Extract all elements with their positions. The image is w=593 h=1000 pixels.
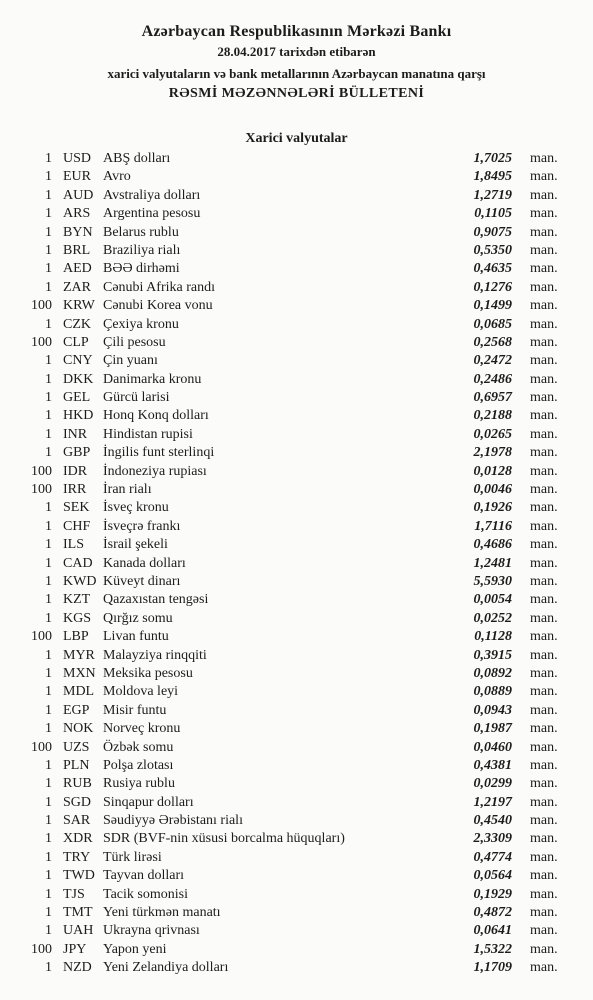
quantity: 1: [45, 960, 52, 976]
currency-name: İsveç kronu: [103, 500, 169, 516]
currency-code: GEL: [63, 390, 91, 406]
unit-label: man.: [530, 629, 558, 645]
rate-row-cny: [0, 352, 593, 370]
rate-row-eur: [0, 168, 593, 186]
exchange-rate: 0,1987: [473, 721, 512, 737]
currency-code: MXN: [63, 665, 96, 681]
currency-name: Braziliya rialı: [103, 242, 181, 258]
rate-row-inr: [0, 426, 593, 444]
rate-row-lbp: [0, 628, 593, 646]
currency-name: Danimarka kronu: [103, 371, 202, 387]
quantity: 1: [45, 794, 52, 810]
rate-row-aud: [0, 187, 593, 205]
currency-name: Qazaxıstan tengəsi: [103, 592, 209, 608]
currency-code: SEK: [63, 500, 90, 516]
unit-label: man.: [530, 757, 558, 773]
exchange-rate: 0,1926: [473, 500, 512, 516]
quantity: 1: [45, 151, 52, 166]
currency-name: Gürcü larisi: [103, 390, 170, 406]
unit-label: man.: [530, 813, 558, 829]
exchange-rate: 0,0299: [473, 776, 512, 792]
exchange-rate: 0,3915: [473, 647, 512, 663]
currency-name: Kanada dolları: [103, 555, 186, 571]
currency-name: Rusiya rublu: [103, 776, 175, 792]
rate-row-gel: [0, 389, 593, 407]
currency-name: Argentina pesosu: [103, 206, 201, 222]
quantity: 100: [31, 482, 52, 498]
currency-code: PLN: [63, 757, 90, 773]
currency-code: MYR: [63, 647, 95, 663]
currency-code: CLP: [63, 334, 89, 350]
quantity: 1: [45, 849, 52, 865]
currency-code: HKD: [63, 408, 94, 424]
unit-label: man.: [530, 739, 558, 755]
currency-code: ARS: [63, 206, 91, 222]
currency-code: KGS: [63, 610, 92, 626]
unit-label: man.: [530, 831, 558, 847]
unit-label: man.: [530, 702, 558, 718]
currency-name: Cənubi Korea vonu: [103, 298, 213, 314]
currency-name: Misir funtu: [103, 702, 167, 718]
unit-label: man.: [530, 794, 558, 810]
exchange-rate: 0,1105: [474, 206, 512, 222]
currency-name: Qırğız somu: [103, 610, 173, 626]
currency-name: Türk lirəsi: [103, 849, 162, 865]
quantity: 1: [45, 555, 52, 571]
exchange-rate: 0,0892: [473, 665, 512, 681]
currency-code: XDR: [63, 831, 93, 847]
unit-label: man.: [530, 298, 558, 314]
exchange-rate: 0,0054: [473, 592, 512, 608]
currency-name: Honq Konq dolları: [103, 408, 209, 424]
currency-name: ABŞ dolları: [103, 151, 171, 166]
quantity: 100: [31, 941, 52, 957]
unit-label: man.: [530, 261, 558, 277]
currency-code: UZS: [63, 739, 90, 755]
currency-code: LBP: [63, 629, 89, 645]
exchange-rate: 0,0128: [473, 463, 512, 479]
effective-date: 28.04.2017 tarixdən etibarən: [217, 44, 376, 59]
exchange-rate: 0,0889: [473, 684, 512, 700]
rate-row-tjs: [0, 886, 593, 904]
currency-code: BRL: [63, 242, 91, 258]
currency-name: Polşa zlotası: [103, 757, 174, 773]
currency-name: İsrail şekeli: [103, 537, 168, 553]
rate-row-krw: [0, 297, 593, 315]
currency-name: SDR (BVF-nin xüsusi borcalma hüquqları): [103, 831, 345, 847]
quantity: 1: [45, 923, 52, 939]
exchange-rate: 0,0943: [473, 702, 512, 718]
currency-name: İsveçrə frankı: [103, 518, 181, 534]
rates-table: [0, 150, 593, 978]
rate-row-uah: [0, 922, 593, 940]
unit-label: man.: [530, 426, 558, 442]
quantity: 1: [45, 868, 52, 884]
exchange-rate: 0,0685: [473, 316, 512, 332]
exchange-rate: 0,6957: [473, 390, 512, 406]
rate-row-egp: [0, 702, 593, 720]
exchange-rate: 0,4872: [473, 905, 512, 921]
currency-name: Ukrayna qrivnası: [103, 923, 200, 939]
quantity: 100: [31, 629, 52, 645]
currency-name: Çexiya kronu: [103, 316, 179, 332]
quantity: 1: [45, 665, 52, 681]
rate-row-czk: [0, 316, 593, 334]
currency-name: Belarus rublu: [103, 224, 179, 240]
currency-code: TMT: [63, 905, 93, 921]
unit-label: man.: [530, 849, 558, 865]
unit-label: man.: [530, 279, 558, 295]
unit-label: man.: [530, 206, 558, 222]
unit-label: man.: [530, 592, 558, 608]
quantity: 1: [45, 445, 52, 461]
quantity: 1: [45, 169, 52, 185]
rate-row-sar: [0, 812, 593, 830]
unit-label: man.: [530, 518, 558, 534]
exchange-rate: 0,0641: [473, 923, 512, 939]
quantity: 1: [45, 573, 52, 589]
currency-code: TJS: [63, 886, 85, 902]
unit-label: man.: [530, 573, 558, 589]
quantity: 1: [45, 500, 52, 516]
currency-code: ILS: [63, 537, 84, 553]
currency-code: NZD: [63, 960, 92, 976]
quantity: 1: [45, 592, 52, 608]
currency-code: JPY: [63, 941, 87, 957]
quantity: 1: [45, 831, 52, 847]
exchange-rate: 2,3309: [473, 831, 512, 847]
exchange-rate: 0,2188: [473, 408, 512, 424]
exchange-rate: 5,5930: [473, 573, 512, 589]
quantity: 1: [45, 426, 52, 442]
rate-row-try: [0, 849, 593, 867]
currency-name: Tacik somonisi: [103, 886, 188, 902]
currency-name: BƏƏ dirhəmi: [103, 261, 180, 277]
unit-label: man.: [530, 905, 558, 921]
currency-name: Küveyt dinarı: [103, 573, 181, 589]
unit-label: man.: [530, 500, 558, 516]
unit-label: man.: [530, 721, 558, 737]
quantity: 1: [45, 353, 52, 369]
unit-label: man.: [530, 555, 558, 571]
quantity: 1: [45, 261, 52, 277]
exchange-rate: 0,1929: [473, 886, 512, 902]
currency-code: NOK: [63, 721, 94, 737]
currency-code: CZK: [63, 316, 91, 332]
currency-name: İndoneziya rupiası: [103, 463, 207, 479]
rate-row-nzd: [0, 959, 593, 977]
quantity: 1: [45, 610, 52, 626]
rate-row-dkk: [0, 371, 593, 389]
currency-name: Avro: [103, 169, 131, 185]
currency-code: USD: [63, 151, 92, 166]
currency-name: Yeni Zelandiya dolları: [103, 960, 229, 976]
unit-label: man.: [530, 316, 558, 332]
currency-name: Çin yuanı: [103, 353, 158, 369]
unit-label: man.: [530, 169, 558, 185]
currency-code: KZT: [63, 592, 91, 608]
unit-label: man.: [530, 224, 558, 240]
quantity: 1: [45, 721, 52, 737]
unit-label: man.: [530, 242, 558, 258]
quantity: 1: [45, 224, 52, 240]
currency-name: Moldova leyi: [103, 684, 179, 700]
rate-row-mdl: [0, 683, 593, 701]
unit-label: man.: [530, 390, 558, 406]
quantity: 1: [45, 316, 52, 332]
exchange-rate: 0,2486: [473, 371, 512, 387]
exchange-rate: 0,1128: [474, 629, 512, 645]
currency-code: KWD: [63, 573, 97, 589]
currency-code: TRY: [63, 849, 91, 865]
quantity: 100: [31, 463, 52, 479]
rate-row-chf: [0, 518, 593, 536]
exchange-rate: 0,0265: [473, 426, 512, 442]
currency-name: Hindistan rupisi: [103, 426, 193, 442]
exchange-rate: 0,4540: [473, 813, 512, 829]
quantity: 1: [45, 905, 52, 921]
quantity: 1: [45, 408, 52, 424]
currency-name: İngilis funt sterlinqi: [103, 445, 215, 461]
rate-row-aed: [0, 260, 593, 278]
rate-row-brl: [0, 242, 593, 260]
currency-code: AED: [63, 261, 92, 277]
unit-label: man.: [530, 353, 558, 369]
exchange-rate: 1,2481: [473, 555, 512, 571]
rate-row-irr: [0, 481, 593, 499]
unit-label: man.: [530, 610, 558, 626]
exchange-rate: 0,1499: [473, 298, 512, 314]
currency-code: SGD: [63, 794, 92, 810]
exchange-rate: 1,2719: [473, 187, 512, 203]
currency-name: Malayziya rinqqiti: [103, 647, 207, 663]
rate-row-usd: [0, 150, 593, 168]
exchange-rate: 1,1709: [473, 960, 512, 976]
exchange-rate: 0,5350: [473, 242, 512, 258]
unit-label: man.: [530, 647, 558, 663]
currency-code: KRW: [63, 298, 95, 314]
unit-label: man.: [530, 371, 558, 387]
unit-label: man.: [530, 665, 558, 681]
currency-code: INR: [63, 426, 88, 442]
rate-row-uzs: [0, 739, 593, 757]
currency-code: DKK: [63, 371, 94, 387]
exchange-rate: 1,2197: [473, 794, 512, 810]
quantity: 1: [45, 702, 52, 718]
unit-label: man.: [530, 776, 558, 792]
rate-row-ars: [0, 205, 593, 223]
quantity: 1: [45, 390, 52, 406]
currency-code: BYN: [63, 224, 93, 240]
unit-label: man.: [530, 151, 558, 166]
quantity: 1: [45, 537, 52, 553]
currency-code: EUR: [63, 169, 91, 185]
unit-label: man.: [530, 445, 558, 461]
quantity: 1: [45, 518, 52, 534]
rate-row-nok: [0, 720, 593, 738]
exchange-rate: 0,4635: [473, 261, 512, 277]
rate-row-myr: [0, 647, 593, 665]
currency-code: SAR: [63, 813, 91, 829]
rate-row-sgd: [0, 794, 593, 812]
exchange-rate: 0,0046: [473, 482, 512, 498]
bulletin-title: RƏSMİ MƏZƏNNƏLƏRİ BÜLLETENİ: [168, 86, 425, 101]
exchange-rate: 0,0564: [473, 868, 512, 884]
currency-name: İran rialı: [103, 482, 152, 498]
bank-title: Azərbaycan Respublikasının Mərkəzi Bankı: [141, 23, 452, 40]
rate-row-twd: [0, 867, 593, 885]
rate-row-zar: [0, 279, 593, 297]
rate-row-rub: [0, 775, 593, 793]
quantity: 1: [45, 886, 52, 902]
unit-label: man.: [530, 463, 558, 479]
currency-code: GBP: [63, 445, 91, 461]
currency-code: CNY: [63, 353, 93, 369]
unit-label: man.: [530, 923, 558, 939]
quantity: 100: [31, 334, 52, 350]
rate-row-sek: [0, 499, 593, 517]
exchange-rate: 0,2472: [473, 353, 512, 369]
exchange-rate: 0,2568: [473, 334, 512, 350]
currency-name: Çili pesosu: [103, 334, 166, 350]
unit-label: man.: [530, 537, 558, 553]
exchange-rate: 1,5322: [473, 941, 512, 957]
exchange-rate: 1,7025: [473, 151, 512, 166]
currency-code: UAH: [63, 923, 94, 939]
exchange-rate: 2,1978: [473, 445, 512, 461]
currency-name: Səudiyyə Ərəbistanı rialı: [103, 813, 243, 829]
rate-row-ils: [0, 536, 593, 554]
currency-code: ZAR: [63, 279, 91, 295]
currency-name: Cənubi Afrika randı: [103, 279, 215, 295]
exchange-rate: 0,4381: [473, 757, 512, 773]
quantity: 1: [45, 647, 52, 663]
currency-name: Tayvan dolları: [103, 868, 185, 884]
rate-row-mxn: [0, 665, 593, 683]
rate-row-clp: [0, 334, 593, 352]
currency-name: Livan funtu: [103, 629, 169, 645]
rate-row-kzt: [0, 591, 593, 609]
currency-name: Avstraliya dolları: [103, 187, 201, 203]
exchange-rate: 1,7116: [474, 518, 512, 534]
currency-code: MDL: [63, 684, 95, 700]
currency-code: RUB: [63, 776, 92, 792]
unit-label: man.: [530, 334, 558, 350]
exchange-rate: 0,9075: [473, 224, 512, 240]
currency-name: Norveç kronu: [103, 721, 181, 737]
rate-row-hkd: [0, 407, 593, 425]
quantity: 1: [45, 206, 52, 222]
rate-row-pln: [0, 757, 593, 775]
currency-name: Sinqapur dolları: [103, 794, 194, 810]
unit-label: man.: [530, 187, 558, 203]
exchange-rate: 0,0460: [473, 739, 512, 755]
quantity: 1: [45, 187, 52, 203]
currency-code: AUD: [63, 187, 94, 203]
unit-label: man.: [530, 868, 558, 884]
currency-code: IDR: [63, 463, 88, 479]
rate-row-jpy: [0, 941, 593, 959]
exchange-rate: 0,0252: [473, 610, 512, 626]
rate-row-kgs: [0, 610, 593, 628]
currency-code: IRR: [63, 482, 87, 498]
quantity: 1: [45, 279, 52, 295]
bulletin-subtitle: xarici valyutaların və bank metallarının Azərbaycan manatına qarşı: [107, 66, 486, 81]
rate-row-cad: [0, 555, 593, 573]
rate-row-tmt: [0, 904, 593, 922]
rate-row-kwd: [0, 573, 593, 591]
quantity: 1: [45, 813, 52, 829]
unit-label: man.: [530, 960, 558, 976]
currency-name: Meksika pesosu: [103, 665, 193, 681]
quantity: 1: [45, 371, 52, 387]
currency-code: EGP: [63, 702, 90, 718]
section-title: Xarici valyutalar: [245, 131, 348, 146]
unit-label: man.: [530, 482, 558, 498]
exchange-rate: 0,1276: [473, 279, 512, 295]
unit-label: man.: [530, 941, 558, 957]
quantity: 1: [45, 242, 52, 258]
exchange-rate: 1,8495: [473, 169, 512, 185]
quantity: 1: [45, 757, 52, 773]
quantity: 100: [31, 298, 52, 314]
rate-row-byn: [0, 224, 593, 242]
currency-name: Yapon yeni: [103, 941, 167, 957]
rate-row-gbp: [0, 444, 593, 462]
rate-row-idr: [0, 463, 593, 481]
unit-label: man.: [530, 408, 558, 424]
unit-label: man.: [530, 684, 558, 700]
rate-row-xdr: [0, 830, 593, 848]
quantity: 100: [31, 739, 52, 755]
currency-code: TWD: [63, 868, 95, 884]
unit-label: man.: [530, 886, 558, 902]
bulletin-header: [0, 22, 593, 103]
currency-code: CAD: [63, 555, 93, 571]
currency-name: Özbək somu: [103, 739, 174, 755]
currency-name: Yeni türkmən manatı: [103, 905, 221, 921]
currency-code: CHF: [63, 518, 91, 534]
exchange-rate: 0,4686: [473, 537, 512, 553]
exchange-rate: 0,4774: [473, 849, 512, 865]
quantity: 1: [45, 776, 52, 792]
quantity: 1: [45, 684, 52, 700]
